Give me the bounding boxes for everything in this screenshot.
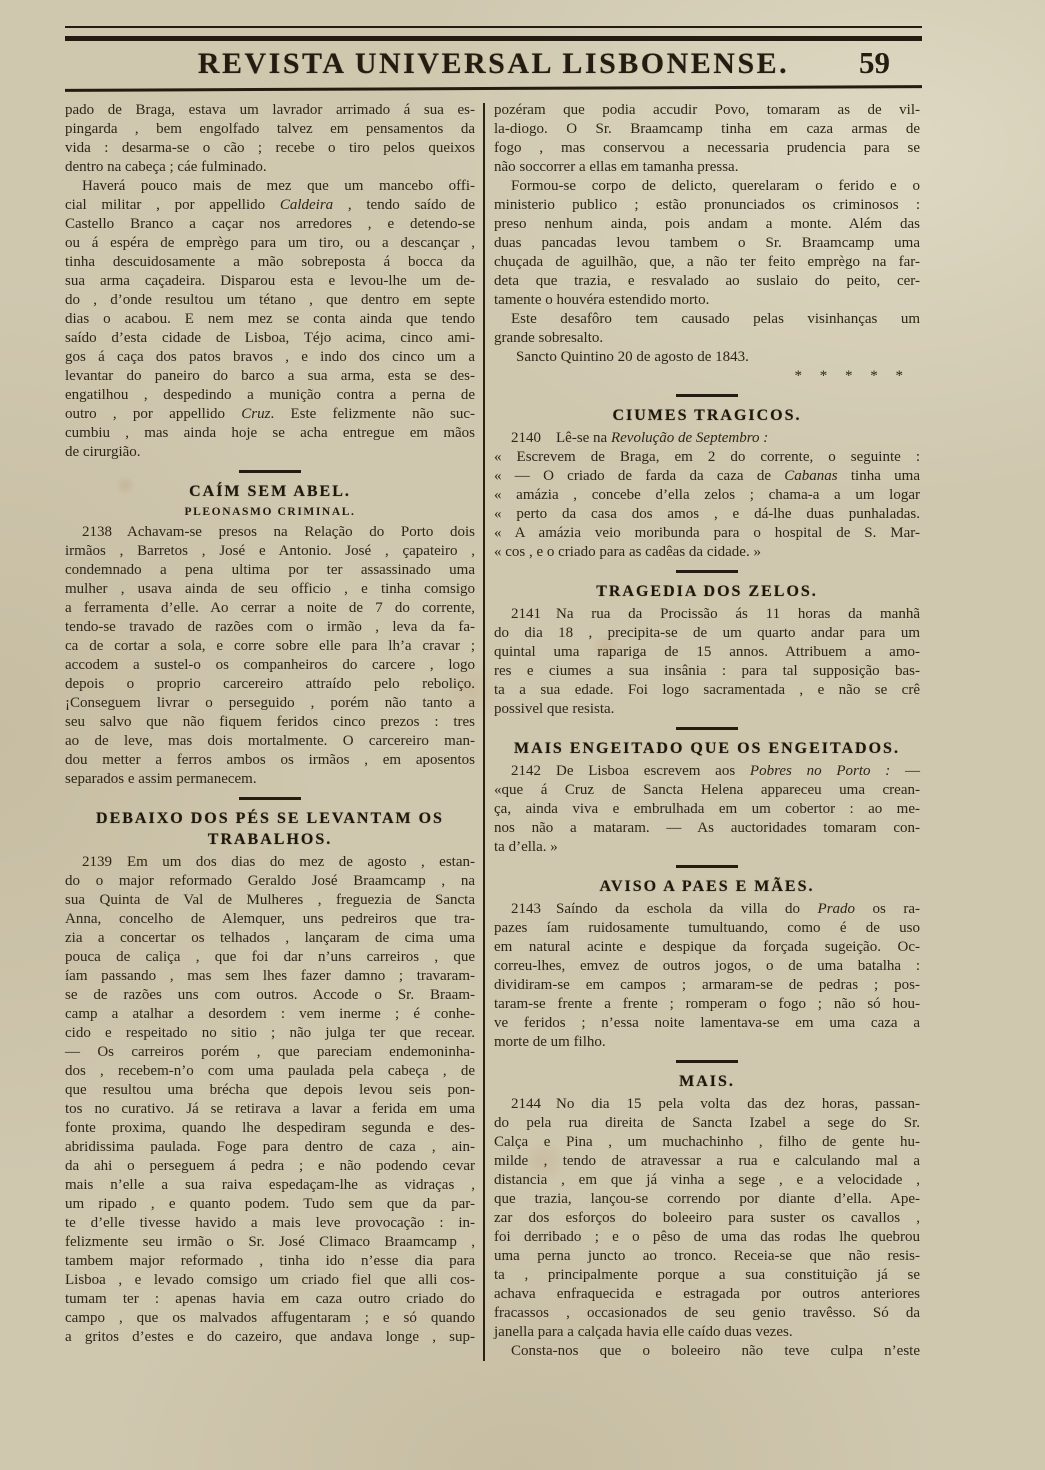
- right-column: [494, 101, 920, 1361]
- text-line: nos não a mataram. — As auctoridades tomaram con-: [494, 820, 920, 836]
- text-line: Formou-se corpo de delicto, querelaram o ferido e o: [511, 178, 920, 194]
- text-line: dentro na cabeça ; cáe fulminado.: [65, 159, 267, 175]
- text-line: ta a sua edade. Foi logo sacramentada , e não se crê: [494, 682, 920, 698]
- text-line: felizmente seu irmão o Sr. José Climaco Braamcamp ,: [65, 1234, 475, 1250]
- text-line: ou á espéra de emprègo para um tiro, ou a descançar ,: [65, 235, 475, 251]
- journal-title: REVISTA UNIVERSAL LISBONENSE.: [197, 47, 790, 80]
- text-line: 2142 De Lisboa escrevem aos Pobres no Porto : —: [511, 763, 920, 779]
- text-line: Calça e Pina , um muchachinho , filho de gente hu-: [494, 1134, 920, 1150]
- text-line: abridissima paulada. Foge para dentro de caza , ain-: [65, 1139, 475, 1155]
- text-line: de cirurgião.: [65, 444, 141, 460]
- section-heading: [494, 405, 920, 426]
- paragraph: [65, 101, 475, 177]
- text-line: saído d’esta cidade de Lisboa, Téjo acima, cinco ami-: [65, 330, 475, 346]
- text-line: em natural acinte e despique da forçada sugeição. Oc-: [494, 939, 920, 955]
- text-line: accodem a sustel-o os companheiros do carcere , logo: [65, 657, 475, 673]
- text-line: chuçada de aguilhão, que, a não ter feito emprègo na far-: [494, 254, 920, 270]
- paragraph: [494, 605, 920, 719]
- text-line: do o major reformado Geraldo José Braamcamp , na: [65, 873, 475, 889]
- paragraph: [494, 429, 920, 448]
- text-line: 2139 Em um dos dias do mez de agosto , estan-: [82, 854, 475, 870]
- section-heading: [494, 1071, 920, 1092]
- text-line: tendo-se travado de razões com o irmão , leva da fa-: [65, 619, 475, 635]
- text-line: que resultou uma brécha que depois levou seis pon-: [65, 1082, 475, 1098]
- text-line: pado de Braga, estava um lavrador arrimado á sua es-: [65, 102, 475, 118]
- text-line: mulher , usava ainda de seu officio , e tinha comsigo: [65, 581, 475, 597]
- text-line: achava enfraquecida e estragada por outros anteriores: [494, 1286, 920, 1302]
- section-heading: [494, 581, 920, 602]
- text-line: se de razões uns com outros. Accode o Sr. Braam-: [65, 987, 475, 1003]
- text-line: « amázia , concebe d’ella zelos ; chama-a a um logar: [494, 487, 920, 503]
- text-line: ministerio publico ; estão pronunciados os criminosos :: [494, 197, 920, 213]
- text-line: taram-se frente a frente ; romperam o fogo ; não só hou-: [494, 996, 920, 1012]
- text-line: fracassos , occasionados de seu genio travêsso. Só da: [494, 1305, 920, 1321]
- text-line: tumam ter : apenas havia em caza outro criado do: [65, 1291, 475, 1307]
- text-line: 2143 Saíndo da eschola da villa do Prado os ra-: [511, 901, 920, 917]
- text-line: grande sobresalto.: [494, 330, 604, 346]
- text-line: ve feridos ; n’essa noite lamentava-se em uma caza a: [494, 1015, 920, 1031]
- text-line: 2138 Achavam-se presos na Relação do Porto dois: [82, 524, 475, 540]
- section-heading-line: CIUMES TRAGICOS.: [612, 407, 802, 424]
- text-line: zar dos esforços do boleeiro para suster os cavallos ,: [494, 1210, 920, 1226]
- paragraph: [494, 101, 920, 177]
- text-line: gos á caça dos patos bravos , e indo dos cinco um a: [65, 349, 475, 365]
- text-line: ta d’ella. »: [494, 839, 558, 855]
- text-line: morte de um filho.: [494, 1034, 606, 1050]
- text-line: sua Quinta de Val de Mulheres , freguezia de Sancta: [65, 892, 475, 908]
- section-divider-rule: [239, 797, 301, 800]
- text-line: um ripado , e quanto podem. Tudo sem que da par-: [65, 1196, 475, 1212]
- text-line: separados e assim permanecem.: [65, 771, 257, 787]
- text-line: dos , recebem-n’o com uma paulada pela cabeça , de: [65, 1063, 475, 1079]
- text-line: ça, ainda viva e embrulhada em um cobertor : ao me-: [494, 801, 920, 817]
- text-line: do pela rua direita de Sancta Izabel a sege do Sr.: [494, 1115, 920, 1131]
- text-line: Lisboa , e levado comsigo um criado fiel que alli cos-: [65, 1272, 475, 1288]
- text-line: fonte proxima, quando lhe despediram segunda e des-: [65, 1120, 475, 1136]
- text-line: « — O criado de farda da caza de Cabanas tinha uma: [494, 468, 920, 484]
- text-line: Castello Branco a caçar nos arredores , e detendo-se: [65, 216, 475, 232]
- text-line: foi derribado ; e o pêso de uma das rodas lhe quebrou: [494, 1229, 920, 1245]
- text-line: vida : desarma-se o cão ; recebe o tiro pelos queixos: [65, 140, 475, 156]
- masthead: [65, 41, 922, 87]
- paragraph: [494, 762, 920, 857]
- left-column: [65, 101, 475, 1361]
- text-line: mais n’elle a sua raiva espedaçam-lhe as vidraças ,: [65, 1177, 475, 1193]
- text-line: campo , que os malvados affugentaram ; e só quando: [65, 1310, 475, 1326]
- section-heading-line: TRAGEDIA DOS ZELOS.: [596, 583, 818, 600]
- text-line: do , d’onde resultou um tétano , que dentro em septe: [65, 292, 475, 308]
- paragraph: [65, 523, 475, 789]
- text-line: duas pancadas levou tambem o Sr. Braamcamp uma: [494, 235, 920, 251]
- text-line: zia a concertar os telhados , lançaram de cima uma: [65, 930, 475, 946]
- section-heading: [494, 738, 920, 759]
- text-line: — Os carreiros porém , que pareciam endemoninha-: [65, 1044, 475, 1060]
- page-number: 59: [859, 45, 890, 80]
- text-line: tamente o houvéra estendido morto.: [494, 292, 710, 308]
- text-line: outro , por appellido Cruz. Este felizmente não suc-: [65, 406, 475, 422]
- text-line: possivel que resista.: [494, 701, 615, 717]
- text-line: ao de leve, mas dois mortalmente. O carcereiro man-: [65, 733, 475, 749]
- text-line: la-diogo. O Sr. Braamcamp tinha em caza armas de: [494, 121, 920, 137]
- text-line: janella para a calçada havia elle caído duas vezes.: [494, 1324, 793, 1340]
- section-divider-rule: [676, 865, 738, 868]
- text-line: tinha descuidosamente a mão sobreposta á bocca da: [65, 254, 475, 270]
- text-line: que trazia, lançou-se correndo por diante d’ella. Ape-: [494, 1191, 920, 1207]
- text-line: sua arma caçadeira. Disparou esta e levou-lhe um de-: [65, 273, 475, 289]
- paragraph: [494, 448, 920, 562]
- two-column-body: [65, 101, 922, 1361]
- text-line: milde , tendo de atravessar a rua e calculando mal a: [494, 1153, 920, 1169]
- text-line: te d’elle tivesse havido a mais leve provocação : in-: [65, 1215, 475, 1231]
- text-line: pingarda , bem engolfado talvez em pensamentos da: [65, 121, 475, 137]
- text-line: cumbiu , mas ainda hoje se acha entregue em mãos: [65, 425, 475, 441]
- asterisk-separator: * * * * *: [794, 368, 910, 384]
- text-line: fogo , mas conservou a necessaria prudencia para se: [494, 140, 920, 156]
- page-content: [65, 26, 922, 1361]
- text-line: dias o acabou. E nem mez se conta ainda que tendo: [65, 311, 475, 327]
- text-line: dividiram-se em campos ; armaram-se de pedras ; pos-: [494, 977, 920, 993]
- section-heading-line: AVISO A PAES E MÃES.: [599, 878, 815, 895]
- text-line: pazes íam ruidosamente tumultuando, como é de uso: [494, 920, 920, 936]
- text-line: íam passando , mas sem lhes fazer damno ; travaram-: [65, 968, 475, 984]
- text-line: tos no curativo. Já se retirava a lavar a ferida em uma: [65, 1101, 475, 1117]
- text-line: « Escrevem de Braga, em 2 do corrente, o seguinte :: [494, 449, 920, 465]
- section-heading: [65, 481, 475, 502]
- text-line: a ferramenta d’elle. Ao cerrar a noite de 7 do corrente,: [65, 600, 475, 616]
- paragraph: [494, 177, 920, 310]
- section-divider-rule: [676, 394, 738, 397]
- text-line: res e ciumes a sua insânia : para tal supposição bas-: [494, 663, 920, 679]
- section-heading-line: CAÍM SEM ABEL.: [189, 483, 351, 500]
- text-line: do dia 18 , precipita-se de um quarto andar para um: [494, 625, 920, 641]
- text-line: engatilhou , despedindo a munição contra a perna de: [65, 387, 475, 403]
- paragraph: [494, 310, 920, 348]
- text-line: uma perna juncto ao tronco. Receia-se que não resis-: [494, 1248, 920, 1264]
- section-divider-rule: [676, 1060, 738, 1063]
- section-divider-rule: [676, 570, 738, 573]
- text-line: da ahi o perseguem á pedra ; e não podendo cevar: [65, 1158, 475, 1174]
- text-line: irmãos , Barretos , José e Antonio. José , çapateiro ,: [65, 543, 475, 559]
- text-line: condemnado a pena ultima por ter assassinado uma: [65, 562, 475, 578]
- text-line: « cos , e o criado para as cadêas da cidade. »: [494, 544, 761, 560]
- text-line: a gritos d’estes e do cazeiro, que andava longe , sup-: [65, 1329, 475, 1345]
- text-line: quintal uma rapariga de 15 annos. Attribuem a amo-: [494, 644, 920, 660]
- text-line: dou metter a ferros ambos os irmãos , em aposentos: [65, 752, 475, 768]
- section-heading-line: MAIS ENGEITADO QUE OS ENGEITADOS.: [514, 740, 900, 757]
- text-line: preso nenhum ainda, pois andam a monte. Além das: [494, 216, 920, 232]
- masthead-top-rule: [65, 26, 922, 41]
- text-line: Haverá pouco mais de mez que um mancebo offi-: [82, 178, 475, 194]
- paragraph: [494, 900, 920, 1052]
- section-heading-line: DEBAIXO DOS PÉS SE LEVANTAM OS: [96, 810, 444, 827]
- text-line: 2140 Lê-se na Revolução de Septembro :: [511, 430, 769, 446]
- text-line: pouca de caliça , que foi dar n’uns carreiros , que: [65, 949, 475, 965]
- text-line: « perto da casa dos amos , e dá-lhe duas punhaladas.: [494, 506, 920, 522]
- text-line: distancia , em que já vinha a sege , e a velocidade ,: [494, 1172, 920, 1188]
- text-line: « A amázia veio moribunda para o hospital de S. Mar-: [494, 525, 920, 541]
- text-line: cido e respeitado no sitio ; não julga ter que recear.: [65, 1025, 475, 1041]
- text-line: 2141 Na rua da Procissão ás 11 horas da manhã: [511, 606, 920, 622]
- text-line: deta que trazia, e resvalado ao suslaio do peito, cer-: [494, 273, 920, 289]
- section-heading: [65, 808, 475, 850]
- text-line: correu-lhes, emvez de outros jogos, o de uma batalha :: [494, 958, 920, 974]
- text-line: depois o proprio carcereiro attraído pelo reboliço.: [65, 676, 475, 692]
- section-heading-line: TRABALHOS.: [207, 831, 333, 848]
- text-line: seu salvo que não fiquem feridos cinco prezos : tres: [65, 714, 475, 730]
- text-line: Consta-nos que o boleeiro não teve culpa n’este: [511, 1343, 920, 1359]
- section-heading: [494, 876, 920, 897]
- dateline: Sancto Quintino 20 de agosto de 1843.: [516, 349, 749, 365]
- text-line: camp a atalhar a desordem : vem inerme ; é conhe-: [65, 1006, 475, 1022]
- text-line: tambem major reformado , tinha ido n’esse dia para: [65, 1253, 475, 1269]
- section-divider-rule: [239, 470, 301, 473]
- text-line: Anna, concelho de Alemquer, uns pedreiros que tra-: [65, 911, 475, 927]
- section-subheading: PLEONASMO CRIMINAL.: [184, 506, 356, 518]
- section-divider-rule: [676, 727, 738, 730]
- text-line: 2144 No dia 15 pela volta das dez horas, passan-: [511, 1096, 920, 1112]
- column-divider-rule: [483, 103, 485, 1361]
- paragraph: [65, 177, 475, 462]
- text-line: não soccorrer a ellas em tamanha pressa.: [494, 159, 739, 175]
- text-line: pozéram que podia accudir Povo, tomaram as de vil-: [494, 102, 920, 118]
- text-line: levantar do paneiro do barco a sua arma, esta se des-: [65, 368, 475, 384]
- section-heading-line: MAIS.: [679, 1073, 735, 1090]
- text-line: «que á Cruz de Sancta Helena appareceu uma crean-: [494, 782, 920, 798]
- text-line: ca de cortar a sola, e corre sobre elle para lh’a cravar ;: [65, 638, 475, 654]
- text-line: Este desafôro tem causado pelas visinhanças um: [511, 311, 920, 327]
- paragraph: [494, 1095, 920, 1342]
- paragraph: [494, 1342, 920, 1361]
- paragraph: [65, 853, 475, 1347]
- text-line: ta , principalmente porque a sua constituição já se: [494, 1267, 920, 1283]
- text-line: ¡Conseguem livrar o perseguido , porém não tanto a: [65, 695, 475, 711]
- text-line: cial militar , por appellido Caldeira , tendo saído de: [65, 197, 475, 213]
